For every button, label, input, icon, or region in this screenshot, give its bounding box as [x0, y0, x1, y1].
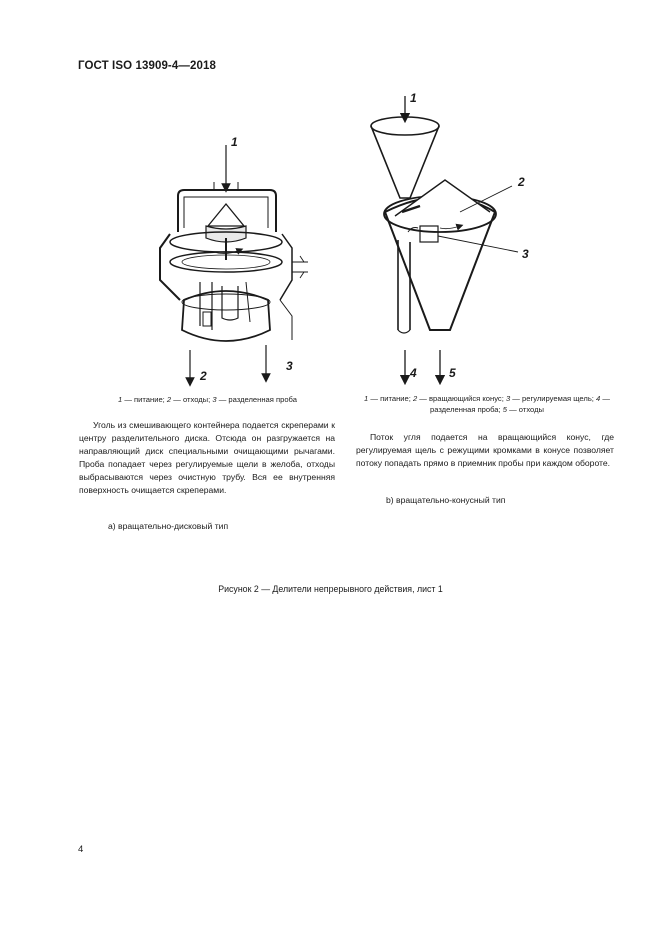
document-header: ГОСТ ISO 13909-4—2018 [78, 60, 216, 72]
rotating-cone-divider-drawing [371, 96, 518, 380]
label-feed-right: 1 [410, 91, 417, 105]
label-waste-right: 5 [449, 366, 456, 380]
figure-left-caption: 1 — питание; 2 — отходы; 3 — разделенная проба [118, 395, 297, 404]
label-feed-left: 1 [231, 135, 238, 149]
label-sample-right: 4 [410, 366, 417, 380]
figure-right-caption: 1 — питание; 2 — вращающийся конус; 3 — регулируемая щель; 4 — разделенная проба; 5 — отходы [364, 394, 610, 414]
figure-drawings [0, 0, 661, 400]
figure-left-description: Уголь из смешивающего контейнера подается скреперами к центру разделительного диска. Отсюда он разгружается на направляющий диск специальными очищающими рычагами. Проба попадает через регулируемые щели в желоба, отходы выбрасываются через очистную трубу. Вся ее внутренняя поверхность очищается скреперами. [79, 420, 335, 495]
label-slot-right: 3 [522, 247, 529, 261]
subfigure-b-title: b) вращательно-конусный тип [386, 495, 506, 505]
label-sample-left: 3 [286, 359, 293, 373]
figure-title: Рисунок 2 — Делители непрерывного действия, лист 1 [218, 584, 443, 594]
label-cone-right: 2 [518, 175, 525, 189]
rotating-disc-divider-drawing [160, 145, 308, 382]
figure-right-description: Поток угля подается на вращающийся конус, где регулируемая щель с режущими кромками в конусе позволяет потоку попадать прямо в приемник пробы при каждом обороте. [356, 432, 614, 468]
subfigure-a-title: а) вращательно-дисковый тип [108, 521, 229, 531]
page-number: 4 [78, 844, 84, 855]
label-waste-left: 2 [200, 369, 207, 383]
